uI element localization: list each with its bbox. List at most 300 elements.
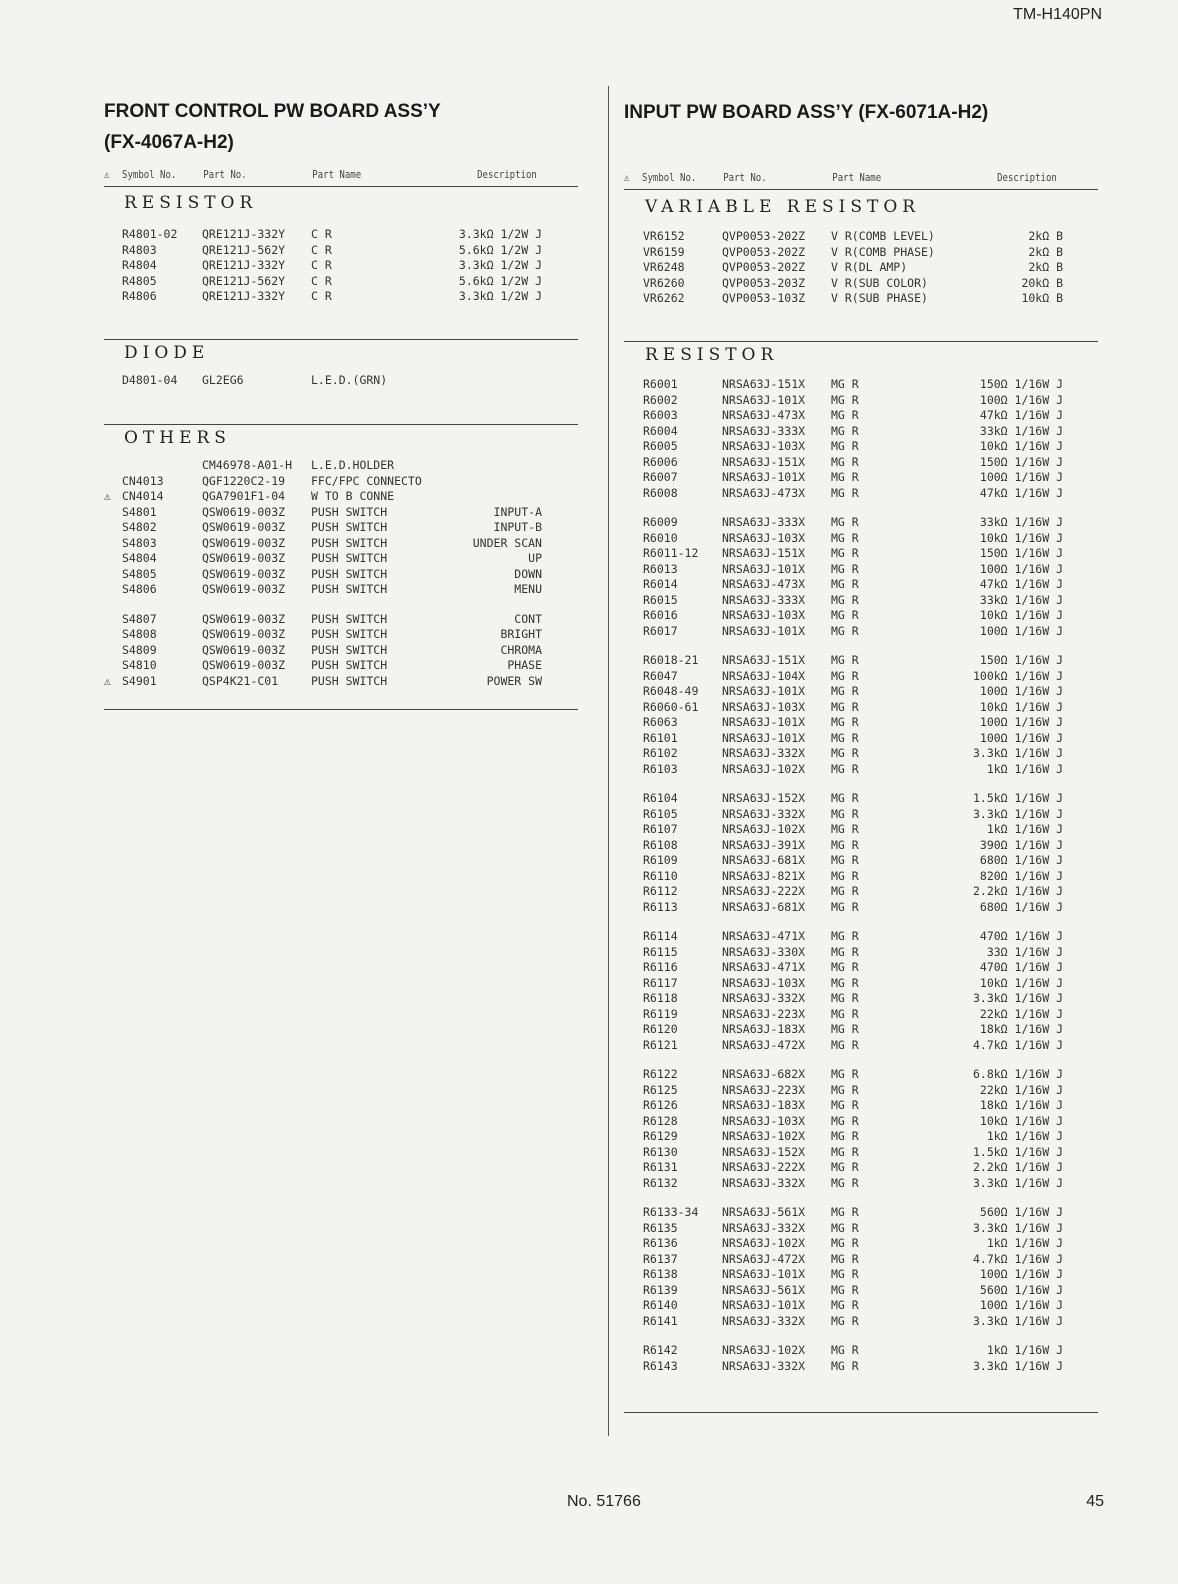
symbol-no: R6047 xyxy=(643,668,678,683)
part-name: MG R xyxy=(831,653,859,667)
part-row xyxy=(643,1236,1063,1252)
description: 20kΩ B xyxy=(1021,275,1063,290)
symbol-no: R6137 xyxy=(643,1251,678,1266)
part-name: V R(COMB LEVEL) xyxy=(831,229,935,243)
part-row xyxy=(643,393,1063,409)
part-row xyxy=(104,582,542,598)
part-name: V R(DL AMP) xyxy=(831,260,908,274)
part-name: V R(SUB PHASE) xyxy=(831,291,928,305)
part-no: QVP0053-202Z xyxy=(722,260,806,274)
part-name: MG R xyxy=(831,608,859,622)
description: 470Ω 1/16W J xyxy=(979,960,1063,974)
symbol-no: VR6260 xyxy=(643,275,685,290)
symbol-no: R6131 xyxy=(643,1160,678,1174)
part-name: MG R xyxy=(831,377,859,391)
document-number: No. 51766 xyxy=(567,1493,641,1510)
part-name: MG R xyxy=(831,684,859,698)
symbol-no: R6013 xyxy=(643,561,678,576)
symbol-no: R6136 xyxy=(643,1236,678,1250)
part-name: MG R xyxy=(831,853,859,867)
description: 150Ω 1/16W J xyxy=(979,546,1063,560)
description: 100Ω 1/16W J xyxy=(979,1298,1063,1312)
part-name: MG R xyxy=(831,577,859,591)
part-row xyxy=(122,373,542,389)
description: 100Ω 1/16W J xyxy=(979,470,1063,484)
symbol-no: R6014 xyxy=(643,577,678,591)
description: 10kΩ 1/16W J xyxy=(979,608,1063,622)
part-no: QVP0053-202Z xyxy=(722,229,806,243)
part-no: NRSA63J-102X xyxy=(722,1129,806,1143)
part-name: MG R xyxy=(831,868,859,883)
part-no: NRSA63J-473X xyxy=(722,485,806,500)
part-name: MG R xyxy=(831,1236,859,1250)
symbol-no: R6139 xyxy=(643,1282,678,1297)
symbol-no: CN4014 xyxy=(122,489,164,503)
symbol-no: R6129 xyxy=(643,1129,678,1143)
part-no: NRSA63J-152X xyxy=(722,1144,806,1159)
description: 150Ω 1/16W J xyxy=(979,454,1063,469)
description: 2kΩ B xyxy=(1028,244,1063,259)
description: 560Ω 1/16W J xyxy=(979,1205,1063,1219)
part-row xyxy=(643,869,1063,885)
row-group-gap xyxy=(643,639,1063,653)
description: 100Ω 1/16W J xyxy=(979,561,1063,576)
part-name: MG R xyxy=(831,439,859,453)
part-name: MG R xyxy=(831,699,859,714)
part-no: QSW0619-003Z xyxy=(202,611,286,626)
description: UP xyxy=(528,551,542,565)
symbol-no: R6113 xyxy=(643,899,678,914)
description: 10kΩ 1/16W J xyxy=(979,975,1063,990)
part-row xyxy=(643,853,1063,869)
part-name: MG R xyxy=(831,1082,859,1097)
description: 1kΩ 1/16W J xyxy=(986,1343,1063,1357)
part-name: C R xyxy=(311,273,332,288)
part-no: NRSA63J-332X xyxy=(722,991,806,1005)
part-no: QSW0619-003Z xyxy=(202,551,286,565)
part-name: MG R xyxy=(831,960,859,974)
description: UNDER SCAN xyxy=(472,535,542,550)
left-diode-list xyxy=(122,373,542,389)
part-no: NRSA63J-561X xyxy=(722,1205,806,1219)
part-row xyxy=(643,746,1063,762)
part-row xyxy=(643,276,1063,292)
col-part-no-header: Part No. xyxy=(203,168,247,181)
part-no: NRSA63J-222X xyxy=(722,884,806,898)
row-group-gap xyxy=(643,1191,1063,1205)
part-row xyxy=(104,658,542,674)
part-no: NRSA63J-333X xyxy=(722,423,806,438)
right-board-title: INPUT PW BOARD ASS’Y (FX-6071A-H2) xyxy=(624,102,989,123)
part-no: NRSA63J-103X xyxy=(722,439,806,453)
description: CONT xyxy=(514,611,542,626)
part-row xyxy=(643,1022,1063,1038)
description: 10kΩ 1/16W J xyxy=(979,439,1063,453)
description: CHROMA xyxy=(500,642,542,657)
part-name: MG R xyxy=(831,423,859,438)
part-row xyxy=(643,245,1063,261)
part-name: C R xyxy=(311,258,332,272)
description: POWER SW xyxy=(486,673,542,688)
part-name: MG R xyxy=(831,1175,859,1190)
description: 5.6kΩ 1/2W J xyxy=(458,273,542,288)
symbol-no: R6121 xyxy=(643,1037,678,1052)
part-row xyxy=(643,1343,1063,1359)
part-row xyxy=(643,715,1063,731)
part-row xyxy=(104,536,542,552)
symbol-no: S4901 xyxy=(122,673,157,688)
part-name: MG R xyxy=(831,1343,859,1357)
part-no: NRSA63J-332X xyxy=(722,1358,806,1373)
part-name: MG R xyxy=(831,991,859,1005)
part-name: MG R xyxy=(831,1205,859,1219)
description: 3.3kΩ 1/16W J xyxy=(972,1313,1063,1328)
symbol-no: R4805 xyxy=(122,273,157,288)
part-no: NRSA63J-473X xyxy=(722,577,806,591)
part-name: PUSH SWITCH xyxy=(311,566,388,581)
part-no: NRSA63J-681X xyxy=(722,853,806,867)
part-name: MG R xyxy=(831,761,859,776)
description: 3.3kΩ 1/2W J xyxy=(458,258,542,272)
part-name: MG R xyxy=(831,1144,859,1159)
part-no: QSW0619-003Z xyxy=(202,566,286,581)
part-no: NRSA63J-151X xyxy=(722,546,806,560)
part-no: NRSA63J-151X xyxy=(722,377,806,391)
symbol-no: R6119 xyxy=(643,1006,678,1021)
part-row xyxy=(643,562,1063,578)
symbol-no: R6110 xyxy=(643,868,678,883)
symbol-no: R6143 xyxy=(643,1358,678,1373)
part-name: C R xyxy=(311,289,332,303)
symbol-no: S4805 xyxy=(122,566,157,581)
symbol-no: R4801-02 xyxy=(122,227,178,241)
part-name: MG R xyxy=(831,1129,859,1143)
part-name: V R(COMB PHASE) xyxy=(831,244,935,259)
symbol-no: R6135 xyxy=(643,1220,678,1235)
right-resistor-list xyxy=(643,377,1063,1374)
part-name: MG R xyxy=(831,470,859,484)
part-name: MG R xyxy=(831,746,859,760)
part-no: NRSA63J-682X xyxy=(722,1067,806,1081)
symbol-no: R6142 xyxy=(643,1343,678,1357)
part-no: QSP4K21-C01 xyxy=(202,673,279,688)
part-row xyxy=(643,960,1063,976)
part-no: NRSA63J-332X xyxy=(722,746,806,760)
description: INPUT-B xyxy=(493,520,542,534)
part-no: NRSA63J-222X xyxy=(722,1160,806,1174)
warning-icon: ⚠ xyxy=(104,489,111,503)
warning-icon: ⚠ xyxy=(104,673,111,688)
symbol-no: R6102 xyxy=(643,746,678,760)
part-row xyxy=(643,1129,1063,1145)
symbol-no: R6120 xyxy=(643,1022,678,1036)
part-name: PUSH SWITCH xyxy=(311,673,388,688)
symbol-no: R6006 xyxy=(643,454,678,469)
part-name: L.E.D.HOLDER xyxy=(311,458,395,472)
part-no: NRSA63J-101X xyxy=(722,623,806,638)
symbol-no: R6060-61 xyxy=(643,699,699,714)
part-row xyxy=(643,791,1063,807)
part-row xyxy=(643,807,1063,823)
part-row xyxy=(643,945,1063,961)
part-row xyxy=(643,731,1063,747)
part-no: QVP0053-202Z xyxy=(722,244,806,259)
part-no: NRSA63J-332X xyxy=(722,1313,806,1328)
part-name: W TO B CONNE xyxy=(311,489,395,503)
part-no: NRSA63J-472X xyxy=(722,1251,806,1266)
part-no: QSW0619-003Z xyxy=(202,642,286,657)
left-board-title xyxy=(104,96,441,158)
part-row xyxy=(643,884,1063,900)
part-name: MG R xyxy=(831,1098,859,1112)
description: 680Ω 1/16W J xyxy=(979,899,1063,914)
symbol-no: VR6262 xyxy=(643,291,685,305)
part-no: NRSA63J-681X xyxy=(722,899,806,914)
part-row xyxy=(104,674,542,690)
part-row xyxy=(122,227,542,243)
part-no: NRSA63J-330X xyxy=(722,944,806,959)
part-row xyxy=(643,515,1063,531)
symbol-no: R6015 xyxy=(643,592,678,607)
symbol-no: S4808 xyxy=(122,627,157,641)
symbol-no: R6128 xyxy=(643,1113,678,1128)
column-divider xyxy=(608,86,609,1436)
part-no: QGA7901F1-04 xyxy=(202,489,286,503)
part-no: QRE121J-332Y xyxy=(202,258,286,272)
col-description-header: Description xyxy=(997,171,1057,184)
description: 10kΩ 1/16W J xyxy=(979,699,1063,714)
part-no: NRSA63J-103X xyxy=(722,1113,806,1128)
part-no: NRSA63J-183X xyxy=(722,1098,806,1112)
description: 3.3kΩ 1/16W J xyxy=(972,1175,1063,1190)
part-no: NRSA63J-183X xyxy=(722,1022,806,1036)
part-name: MG R xyxy=(831,1251,859,1266)
part-name: MG R xyxy=(831,1220,859,1235)
symbol-no: R6109 xyxy=(643,853,678,867)
description: 1.5kΩ 1/16W J xyxy=(972,791,1063,805)
part-no: NRSA63J-101X xyxy=(722,1267,806,1281)
symbol-no: R6141 xyxy=(643,1313,678,1328)
part-row xyxy=(643,1114,1063,1130)
symbol-no: R6122 xyxy=(643,1067,678,1081)
description: 100Ω 1/16W J xyxy=(979,730,1063,745)
part-name: MG R xyxy=(831,884,859,898)
part-row xyxy=(643,762,1063,778)
part-name: MG R xyxy=(831,899,859,914)
part-name: L.E.D.(GRN) xyxy=(311,373,388,387)
page-number: 45 xyxy=(1086,1493,1104,1510)
symbol-no: VR6152 xyxy=(643,229,685,243)
symbol-no: S4807 xyxy=(122,611,157,626)
part-name: MG R xyxy=(831,515,859,529)
part-row xyxy=(643,593,1063,609)
part-name: MG R xyxy=(831,623,859,638)
part-name: MG R xyxy=(831,530,859,545)
description: 10kΩ 1/16W J xyxy=(979,1113,1063,1128)
description: 150Ω 1/16W J xyxy=(979,377,1063,391)
part-no: NRSA63J-102X xyxy=(722,822,806,836)
part-no: QSW0619-003Z xyxy=(202,582,286,596)
part-no: NRSA63J-333X xyxy=(722,515,806,529)
part-no: NRSA63J-101X xyxy=(722,684,806,698)
part-name: MG R xyxy=(831,1282,859,1297)
part-row xyxy=(643,1067,1063,1083)
left-others-title: OTHERS xyxy=(124,428,231,448)
part-name: C R xyxy=(311,227,332,241)
part-row xyxy=(643,624,1063,640)
description: 18kΩ 1/16W J xyxy=(979,1098,1063,1112)
part-no: QRE121J-562Y xyxy=(202,273,286,288)
part-no: NRSA63J-101X xyxy=(722,1298,806,1312)
part-no: QRE121J-332Y xyxy=(202,227,286,241)
part-no: NRSA63J-223X xyxy=(722,1006,806,1021)
description: 470Ω 1/16W J xyxy=(979,929,1063,943)
description: 560Ω 1/16W J xyxy=(979,1282,1063,1297)
part-name: PUSH SWITCH xyxy=(311,551,388,565)
description: 22kΩ 1/16W J xyxy=(979,1006,1063,1021)
part-no: NRSA63J-472X xyxy=(722,1037,806,1052)
part-no: NRSA63J-101X xyxy=(722,392,806,407)
symbol-no: R6048-49 xyxy=(643,684,699,698)
symbol-no: R6118 xyxy=(643,991,678,1005)
part-row xyxy=(122,289,542,305)
part-name: MG R xyxy=(831,1006,859,1021)
description: 150Ω 1/16W J xyxy=(979,653,1063,667)
part-no: NRSA63J-473X xyxy=(722,408,806,422)
col-part-no-header: Part No. xyxy=(723,171,767,184)
part-row xyxy=(104,551,542,567)
part-name: MG R xyxy=(831,1022,859,1036)
section-divider xyxy=(624,341,1098,342)
symbol-no: R6105 xyxy=(643,806,678,821)
description: 3.3kΩ 1/16W J xyxy=(972,991,1063,1005)
col-part-name-header: Part Name xyxy=(312,168,362,181)
row-group-gap xyxy=(643,915,1063,929)
description: 390Ω 1/16W J xyxy=(979,837,1063,852)
part-no: NRSA63J-151X xyxy=(722,653,806,667)
part-row xyxy=(643,838,1063,854)
part-row xyxy=(643,1083,1063,1099)
part-row xyxy=(643,1359,1063,1375)
part-no: NRSA63J-561X xyxy=(722,1282,806,1297)
part-row xyxy=(643,1283,1063,1299)
part-no: NRSA63J-103X xyxy=(722,530,806,545)
part-name: MG R xyxy=(831,1267,859,1281)
description: 47kΩ 1/16W J xyxy=(979,577,1063,591)
part-name: C R xyxy=(311,242,332,257)
description: 2kΩ B xyxy=(1028,260,1063,274)
part-no: NRSA63J-101X xyxy=(722,470,806,484)
col-symbol-header: Symbol No. xyxy=(642,171,697,184)
symbol-no: R6005 xyxy=(643,439,678,453)
part-no: NRSA63J-391X xyxy=(722,837,806,852)
part-row xyxy=(643,700,1063,716)
description: 3.3kΩ 1/16W J xyxy=(972,1220,1063,1235)
part-no: NRSA63J-101X xyxy=(722,561,806,576)
part-name: MG R xyxy=(831,1313,859,1328)
part-row xyxy=(643,229,1063,245)
part-name: MG R xyxy=(831,1113,859,1128)
part-name: MG R xyxy=(831,1067,859,1081)
col-symbol-header: Symbol No. xyxy=(122,168,177,181)
description: 1.5kΩ 1/16W J xyxy=(972,1144,1063,1159)
part-name: MG R xyxy=(831,837,859,852)
part-no: QSW0619-003Z xyxy=(202,627,286,641)
description: BRIGHT xyxy=(500,627,542,641)
symbol-no: S4806 xyxy=(122,582,157,596)
left-board-title-line1: FRONT CONTROL PW BOARD ASS’Y xyxy=(104,101,441,122)
symbol-no: S4803 xyxy=(122,535,157,550)
symbol-no: R4806 xyxy=(122,289,157,303)
part-row xyxy=(643,1007,1063,1023)
symbol-no: R6016 xyxy=(643,608,678,622)
part-row xyxy=(122,243,542,259)
right-resistor-title: RESISTOR xyxy=(645,345,779,365)
part-row xyxy=(643,669,1063,685)
part-no: NRSA63J-151X xyxy=(722,454,806,469)
part-row xyxy=(104,643,542,659)
description: 680Ω 1/16W J xyxy=(979,853,1063,867)
description: 4.7kΩ 1/16W J xyxy=(972,1037,1063,1052)
left-column-header xyxy=(104,166,578,187)
part-row xyxy=(643,991,1063,1007)
symbol-no: S4810 xyxy=(122,658,157,672)
part-name: MG R xyxy=(831,822,859,836)
symbol-no: R6130 xyxy=(643,1144,678,1159)
part-no: NRSA63J-103X xyxy=(722,975,806,990)
part-no: NRSA63J-103X xyxy=(722,608,806,622)
symbol-no: R6101 xyxy=(643,730,678,745)
symbol-no: R6132 xyxy=(643,1175,678,1190)
part-row xyxy=(643,377,1063,393)
part-name: MG R xyxy=(831,1298,859,1312)
symbol-no: R6138 xyxy=(643,1267,678,1281)
part-no: NRSA63J-332X xyxy=(722,806,806,821)
part-name: PUSH SWITCH xyxy=(311,627,388,641)
description: 100Ω 1/16W J xyxy=(979,1267,1063,1281)
description: 820Ω 1/16W J xyxy=(979,868,1063,883)
part-name: MG R xyxy=(831,730,859,745)
description: 4.7kΩ 1/16W J xyxy=(972,1251,1063,1266)
section-divider xyxy=(104,709,578,710)
part-no: NRSA63J-101X xyxy=(722,730,806,745)
part-row xyxy=(104,505,542,521)
part-row xyxy=(643,424,1063,440)
part-name: PUSH SWITCH xyxy=(311,535,388,550)
right-variable-resistor-list xyxy=(643,229,1063,307)
part-name: V R(SUB COLOR) xyxy=(831,275,928,290)
part-no: NRSA63J-332X xyxy=(722,1175,806,1190)
description: 10kΩ B xyxy=(1021,291,1063,305)
part-row xyxy=(643,1176,1063,1192)
description: 33kΩ 1/16W J xyxy=(979,515,1063,529)
description: 33kΩ 1/16W J xyxy=(979,592,1063,607)
symbol-no: CN4013 xyxy=(122,473,164,488)
part-row xyxy=(104,489,542,505)
part-row xyxy=(122,258,542,274)
description: DOWN xyxy=(514,566,542,581)
model-number: TM-H140PN xyxy=(1013,6,1102,23)
symbol-no: R6117 xyxy=(643,975,678,990)
part-no: QRE121J-332Y xyxy=(202,289,286,303)
part-row xyxy=(643,486,1063,502)
part-name: MG R xyxy=(831,668,859,683)
part-row xyxy=(643,684,1063,700)
column-header-row xyxy=(624,169,1098,190)
part-no: QSW0619-003Z xyxy=(202,658,286,672)
description: 2.2kΩ 1/16W J xyxy=(972,1160,1063,1174)
part-no: CM46978-A01-H xyxy=(202,458,293,472)
